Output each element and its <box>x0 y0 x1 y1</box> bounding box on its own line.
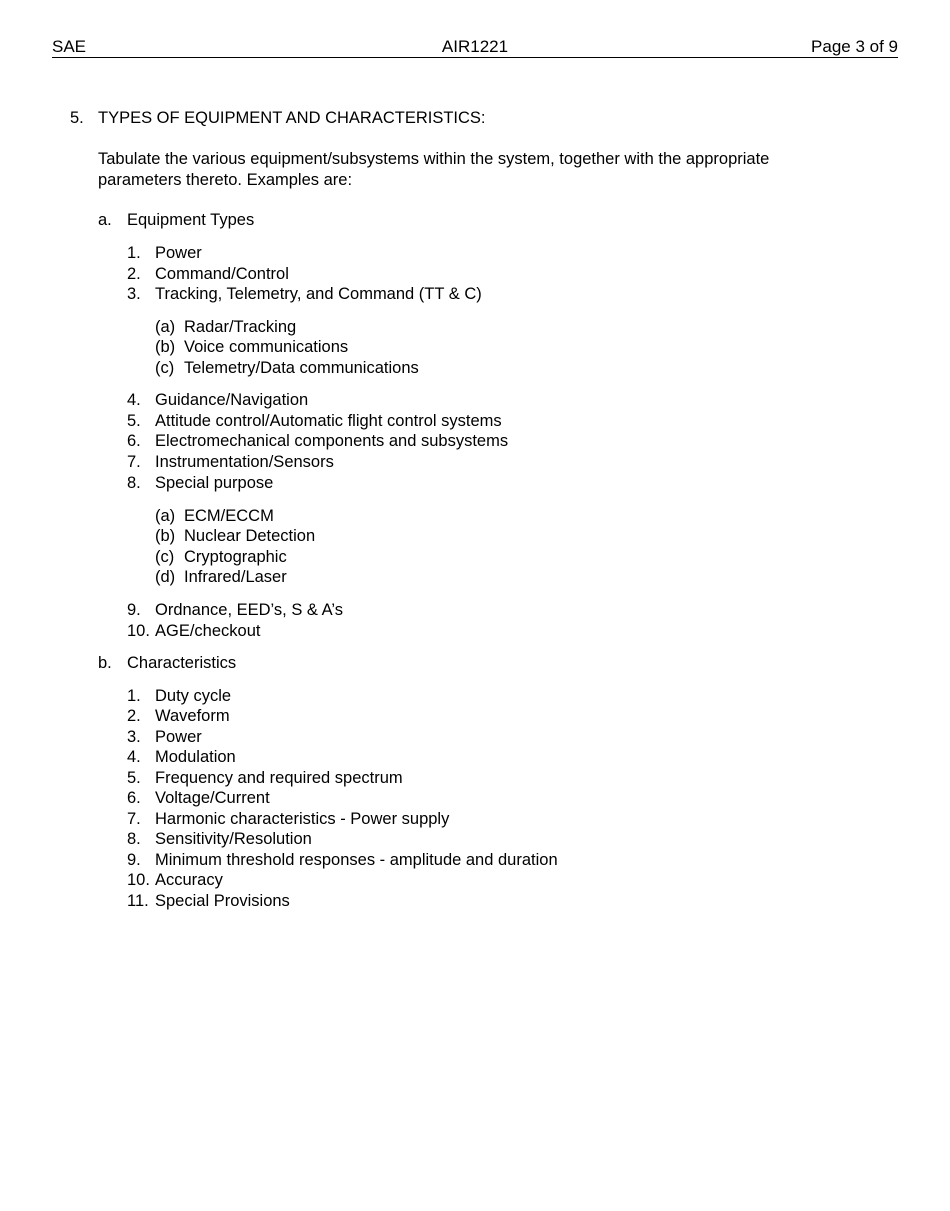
list-item: Command/Control <box>155 265 289 283</box>
header-page-number: Page 3 of 9 <box>811 37 898 56</box>
sub-item: ECM/ECCM <box>184 507 274 525</box>
header-org: SAE <box>52 37 87 56</box>
list-item: Special Provisions <box>155 892 290 910</box>
sub-item-marker: (c) <box>155 548 175 566</box>
list-item-number: 11. <box>127 892 149 910</box>
list-item: Attitude control/Automatic flight control systems <box>155 412 502 430</box>
list-item: AGE/checkout <box>155 622 261 640</box>
list-item-number: 2. <box>127 707 141 725</box>
list-item-number: 9. <box>127 851 141 869</box>
sub-item-marker: (a) <box>155 507 176 525</box>
list-item-number: 10. <box>127 622 150 640</box>
intro-paragraph-line: Tabulate the various equipment/subsystems within the system, together with the appropriate <box>98 150 770 168</box>
sub-item: Voice communications <box>184 338 349 356</box>
list-item-number: 3. <box>127 728 141 746</box>
sub-item: Cryptographic <box>184 548 287 566</box>
list-item-number: 8. <box>127 830 141 848</box>
list-item: Power <box>155 728 202 746</box>
intro-paragraph-line: parameters thereto. Examples are: <box>98 171 353 189</box>
part-a-marker: a. <box>98 211 112 229</box>
list-item-number: 9. <box>127 601 141 619</box>
list-item-number: 2. <box>127 265 141 283</box>
part-b-title: Characteristics <box>127 654 237 672</box>
list-item-number: 5. <box>127 412 141 430</box>
list-item-number: 4. <box>127 391 141 409</box>
list-item-number: 7. <box>127 810 141 828</box>
list-item: Voltage/Current <box>155 789 270 807</box>
list-item: Special purpose <box>155 474 274 492</box>
list-item-number: 3. <box>127 285 141 303</box>
list-item: Tracking, Telemetry, and Command (TT & C) <box>155 285 482 303</box>
list-item-number: 10. <box>127 871 150 889</box>
sub-item-marker: (d) <box>155 568 176 586</box>
list-item: Guidance/Navigation <box>155 391 309 409</box>
sub-item-marker: (b) <box>155 527 176 545</box>
part-a-title: Equipment Types <box>127 211 255 229</box>
list-item: Waveform <box>155 707 230 725</box>
sub-item-marker: (a) <box>155 318 176 336</box>
list-item-number: 1. <box>127 687 141 705</box>
list-item: Accuracy <box>155 871 223 889</box>
sub-item-marker: (c) <box>155 359 175 377</box>
sub-item: Infrared/Laser <box>184 568 287 586</box>
list-item-number: 6. <box>127 432 141 450</box>
list-item: Power <box>155 244 202 262</box>
sub-item: Radar/Tracking <box>184 318 297 336</box>
header-doc-number: AIR1221 <box>441 37 509 56</box>
list-item: Harmonic characteristics - Power supply <box>155 810 450 828</box>
list-item-number: 8. <box>127 474 141 492</box>
sub-item: Nuclear Detection <box>184 527 316 545</box>
list-item: Frequency and required spectrum <box>155 769 403 787</box>
list-item-number: 6. <box>127 789 141 807</box>
list-item-number: 1. <box>127 244 141 262</box>
sub-item: Telemetry/Data communications <box>184 359 419 377</box>
list-item-number: 7. <box>127 453 141 471</box>
list-item: Duty cycle <box>155 687 232 705</box>
section-title: TYPES OF EQUIPMENT AND CHARACTERISTICS: <box>98 109 486 127</box>
list-item: Electromechanical components and subsystems <box>155 432 509 450</box>
sub-item-marker: (b) <box>155 338 176 356</box>
list-item: Minimum threshold responses - amplitude and duration <box>155 851 558 869</box>
list-item: Ordnance, EED’s, S & A’s <box>155 601 344 619</box>
list-item: Sensitivity/Resolution <box>155 830 312 848</box>
section-number: 5. <box>70 109 84 127</box>
list-item: Instrumentation/Sensors <box>155 453 334 471</box>
list-item: Modulation <box>155 748 236 766</box>
list-item-number: 5. <box>127 769 141 787</box>
list-item-number: 4. <box>127 748 141 766</box>
part-b-marker: b. <box>98 654 112 672</box>
